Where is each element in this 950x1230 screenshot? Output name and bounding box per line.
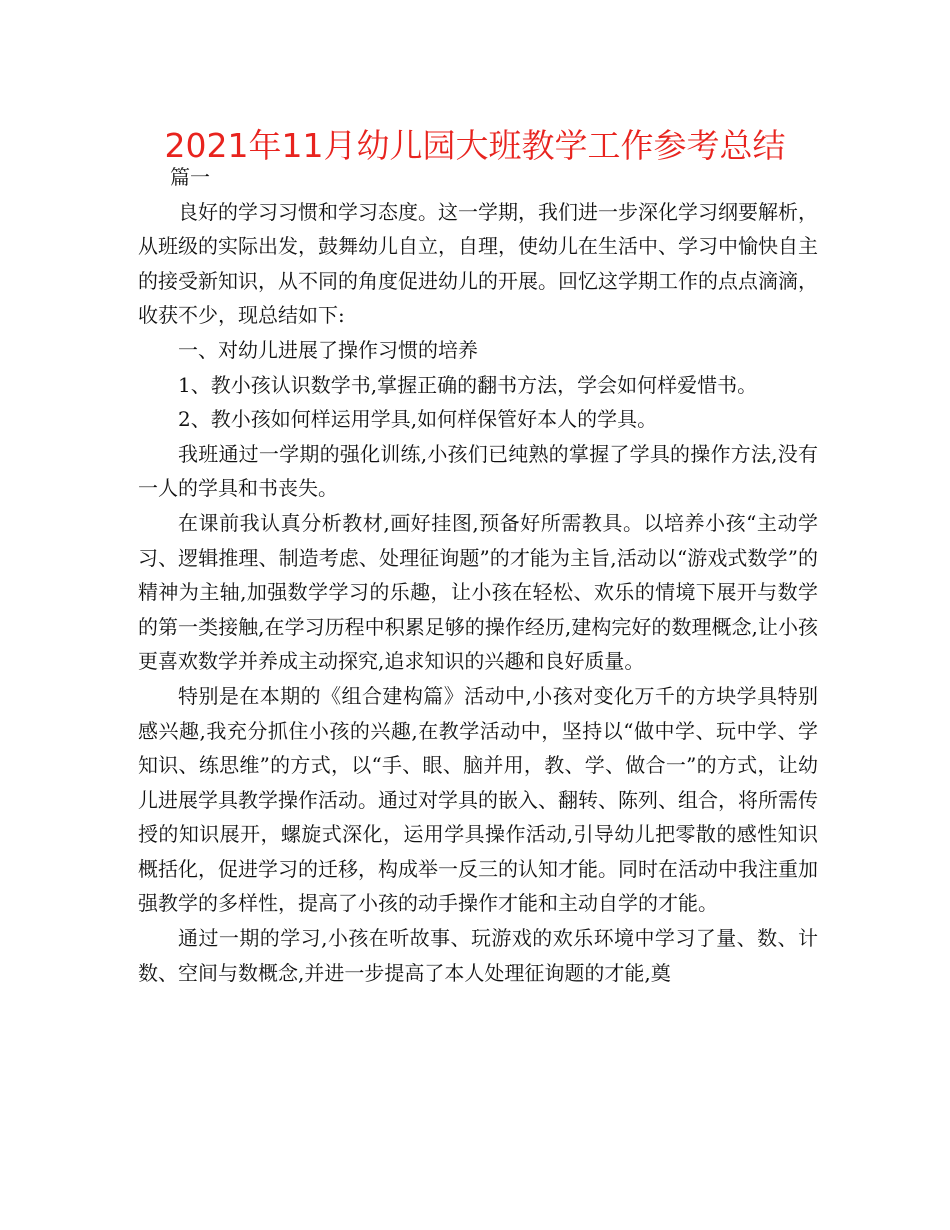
paragraph-item-2: 2、教小孩如何样运用学具,如何样保管好本人的学具。 [178,407,658,432]
paragraph-lesson-prep: 在课前我认真分析教材,画好挂图,预备好所需教具。以培养小孩“主动学习、逻辑推理、制造考虑、处理征询题”的才能为主旨,活动以“游戏式数学”的精神为主轴,加强数学学习的乐趣，让小孩在轻松、欢乐的情境下展开与数学的第一类接触,在学习历程中积累足够的操作经历,建构完好的数理概念,让小孩更喜欢数学并养成主动探究,追求知识的兴趣和良好质量。 [138,510,818,674]
paragraph-item-1: 1、教小孩认识数学书,掌握正确的翻书方法，学会如何样爱惜书。 [178,372,758,397]
section-label: 篇一 [170,165,210,189]
paragraph-intro: 良好的学习习惯和学习态度。这一学期，我们进一步深化学习纲要解析，从班级的实际出发，鼓舞幼儿自立，自理，使幼儿在生活中、学习中愉快自主的接受新知识，从不同的角度促进幼儿的开展。回忆这学期工作的点点滴滴，收获不少，现总结如下: [138,199,818,328]
paragraph-heading-1: 一、对幼儿进展了操作习惯的培养 [178,337,478,362]
paragraph-construction: 特别是在本期的《组合建构篇》活动中,小孩对变化万千的方块学具特别感兴趣,我充分抓住小孩的兴趣,在教学活动中，坚持以“做中学、玩中学、学知识、练思维”的方式，以“手、眼、脑并用，教、学、做合一”的方式，让幼儿进展学具教学操作活动。通过对学具的嵌入、翻转、陈列、组合，将所需传授的知识展开，螺旋式深化，运用学具操作活动,引导幼儿把零散的感性知识概括化，促进学习的迁移，构成举一反三的认知才能。同时在活动中我注重加强教学的多样性，提高了小孩的动手操作才能和主动自学的才能。 [138,683,818,916]
document-body [138,160,818,990]
paragraph-summary: 通过一期的学习,小孩在听故事、玩游戏的欢乐环境中学习了量、数、计数、空间与数概念,并进一步提高了本人处理征询题的才能,奠 [138,926,818,985]
document-title: 2021年11月幼儿园大班教学工作参考总结 [164,126,786,165]
paragraph-training: 我班通过一学期的强化训练,小孩们已纯熟的掌握了学具的操作方法,没有一人的学具和书丧失。 [138,441,818,501]
